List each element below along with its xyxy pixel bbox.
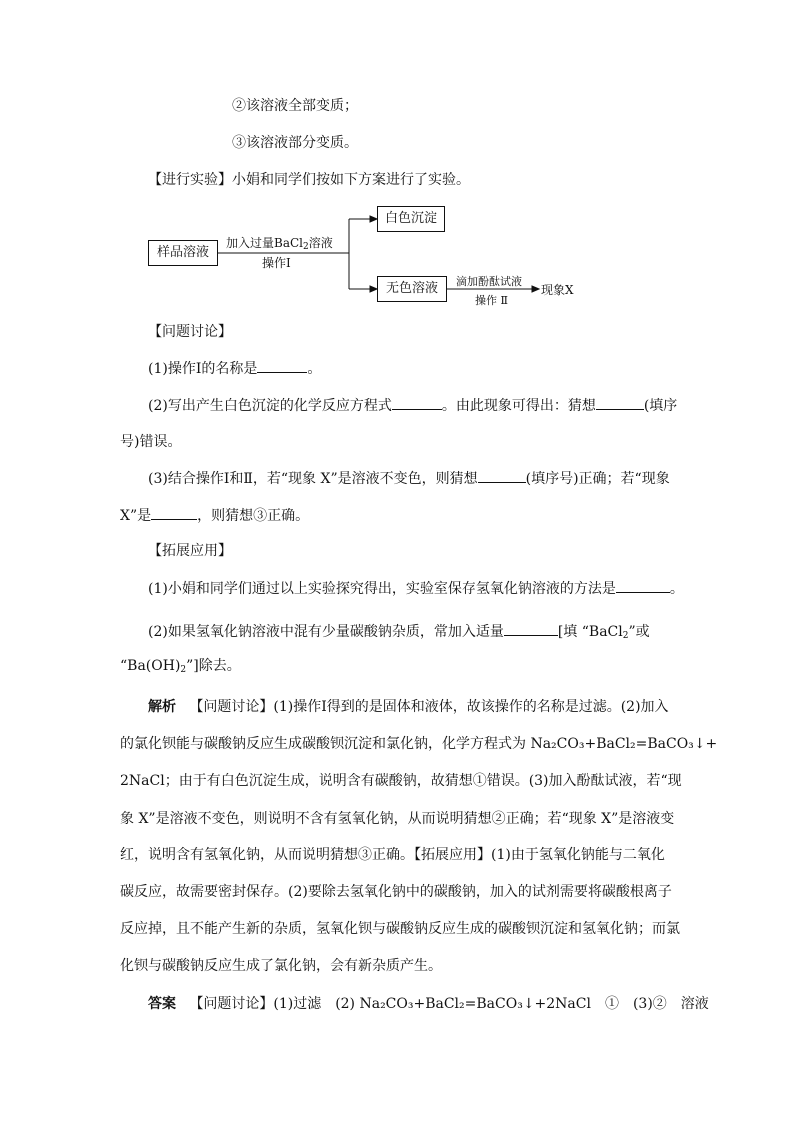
analysis-line-4: 象 X”是溶液不变色，则说明不含有氢氧化钠，从而说明猜想②正确；若“现象 X”是溶液变 xyxy=(120,811,675,827)
answer-blank[interactable] xyxy=(257,358,307,373)
step2-operation-label: 操作 Ⅱ xyxy=(475,294,508,307)
discussion-q3-cont: X”是 ，则猜想③正确。 xyxy=(120,505,309,526)
answer-blank[interactable] xyxy=(151,505,197,520)
analysis-line-6: 碳反应，故需要密封保存。(2)要除去氢氧化钠中的碳酸钠，加入的试剂需要将碳酸根离子 xyxy=(120,884,672,900)
answer-blank[interactable] xyxy=(596,395,644,410)
guess-2: ②该溶液全部变质； xyxy=(232,98,358,114)
extension-q2-cont: “$Ba(OH)_2$”]除去。 xyxy=(120,658,241,675)
answer-line: 答案 【问题讨论】(1)过滤 (2) Na₂CO₃+BaCl₂=BaCO₃↓+2NaCl ① (3)② 溶液 xyxy=(148,996,709,1012)
arrow-to-solution xyxy=(370,286,377,292)
answer-label: 答案 xyxy=(148,996,176,1012)
analysis-line-7: 反应掉，且不能产生新的杂质，氢氧化钡与碳酸钠反应生成的碳酸钡沉淀和氢氧化钠；而氯 xyxy=(120,921,680,937)
arrow-to-result xyxy=(532,286,539,292)
discussion-q3: (3)结合操作Ⅰ和Ⅱ，若“现象 X”是溶液不变色，则猜想 (填序号)正确；若“现象 xyxy=(148,468,670,489)
answer-blank[interactable] xyxy=(616,578,670,593)
answer-blank[interactable] xyxy=(392,395,442,410)
analysis-line-5: 红，说明含有氢氧化钠，从而说明猜想③正确。【拓展应用】(1)由于氢氧化钠能与二氧化 xyxy=(120,847,665,863)
analysis-line-3: 2NaCl；由于有白色沉淀生成，说明含有碳酸钠，故猜想①错误。(3)加入酚酞试液，若“现 xyxy=(120,773,682,789)
step1-reagent-label: 加入过量BaCl$_2$溶液 xyxy=(226,236,333,252)
analysis-label: 解析 xyxy=(148,699,176,715)
guess-3: ③该溶液部分变质。 xyxy=(232,135,358,151)
experiment-heading: 【进行实验】小娟和同学们按如下方案进行了实验。 xyxy=(148,172,470,188)
extension-heading: 【拓展应用】 xyxy=(148,543,232,559)
answer-blank[interactable] xyxy=(478,468,526,483)
discussion-heading: 【问题讨论】 xyxy=(148,324,232,340)
arrow-to-precipitate xyxy=(370,216,377,222)
result-x-label: 现象X xyxy=(541,283,574,297)
discussion-q1: (1)操作Ⅰ的名称是 。 xyxy=(148,358,321,379)
analysis-line-8: 化钡与碳酸钠反应生成了氯化钠，会有新杂质产生。 xyxy=(120,958,442,974)
step2-reagent-label: 滴加酚酞试液 xyxy=(456,275,522,288)
step1-operation-label: 操作Ⅰ xyxy=(262,256,291,270)
analysis-line-1: 解析 【问题讨论】(1)操作Ⅰ得到的是固体和液体，故该操作的名称是过滤。(2)加入 xyxy=(148,699,669,715)
colorless-solution-box: 无色溶液 xyxy=(377,276,447,302)
extension-q1: (1)小娟和同学们通过以上实验探究得出，实验室保存氢氧化钠溶液的方法是 。 xyxy=(148,578,684,599)
sample-solution-box: 样品溶液 xyxy=(148,240,218,266)
extension-q2: (2)如果氢氧化钠溶液中混有少量碳酸钠杂质，常加入适量 [填 “BaCl$_2$”或 xyxy=(148,621,650,642)
discussion-q2-cont: 号)错误。 xyxy=(120,434,182,450)
analysis-line-2: 的氯化钡能与碳酸钠反应生成碳酸钡沉淀和氯化钠，化学方程式为 Na₂CO₃+BaCl₂=BaCO₃↓+ xyxy=(120,736,718,752)
white-precipitate-box: 白色沉淀 xyxy=(377,206,445,232)
answer-blank[interactable] xyxy=(504,621,558,636)
discussion-q2: (2)写出产生白色沉淀的化学反应方程式 。由此现象可得出：猜想 (填序 xyxy=(148,395,677,416)
